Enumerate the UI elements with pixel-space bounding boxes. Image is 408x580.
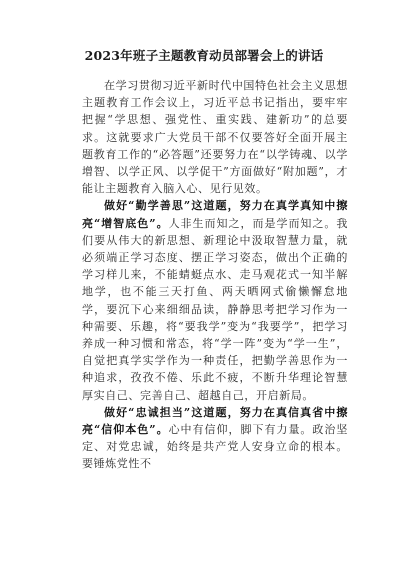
paragraph-3 — [82, 404, 348, 473]
paragraph-3-heading: 做好“忠诚担当”这道题，努力在真信真省中擦亮“信仰本色”。 — [82, 405, 348, 437]
paragraph-3-text: 心中有信仰，脚下有力量。政治坚定、对党忠诚，始终是共产党人安身立命的根本。要锤炼党性不 — [82, 423, 348, 471]
page-title: 2023年班子主题教育动员部署会上的讲话 — [84, 48, 324, 63]
document-body — [82, 77, 348, 473]
paragraph-1-text: 在学习贯彻习近平新时代中国特色社会主义思想主题教育工作会议上，习近平总书记指出，要牢牢把握“学思想、强党性、重实践、建新功”的总要求。这就要求广大党员干部不仅要答好全面开展主题教育工作的“必答题”还要努力在“以学铸魂、以学增智、以学正风、以学促干”方面做好“附加题”，才能让主题教育入脑入心、见行见效。 — [82, 79, 348, 196]
paragraph-1 — [82, 77, 348, 197]
paragraph-2-text: 人非生而知之，而是学而知之。我们要从伟大的新思想、新理论中汲取智慧力量，就必须端正学习态度、摆正学习姿态，做出个正确的学习样儿来，不能蜻蜓点水、走马观花式一知半解地学，也不能三天打鱼、两天晒网式偷懒懈怠地学，要沉下心来细细品读，静静思考把学习作为一种需要、乐趣，将“要我学”变为“我要学”，把学习养成一种习惯和常态，将“学一阵”变为“学一生”，自觉把真学实学作为一种责任，把勤学善思作为一种追求，孜孜不倦、乐此不疲，不断升华理论智慧厚实自己、完善自己、超越自己，开启新局。 — [82, 216, 348, 402]
paragraph-2-heading: 做好“勤学善思”这道题，努力在真学真知中擦亮“增智底色”。 — [82, 199, 348, 230]
paragraph-2 — [82, 197, 348, 403]
